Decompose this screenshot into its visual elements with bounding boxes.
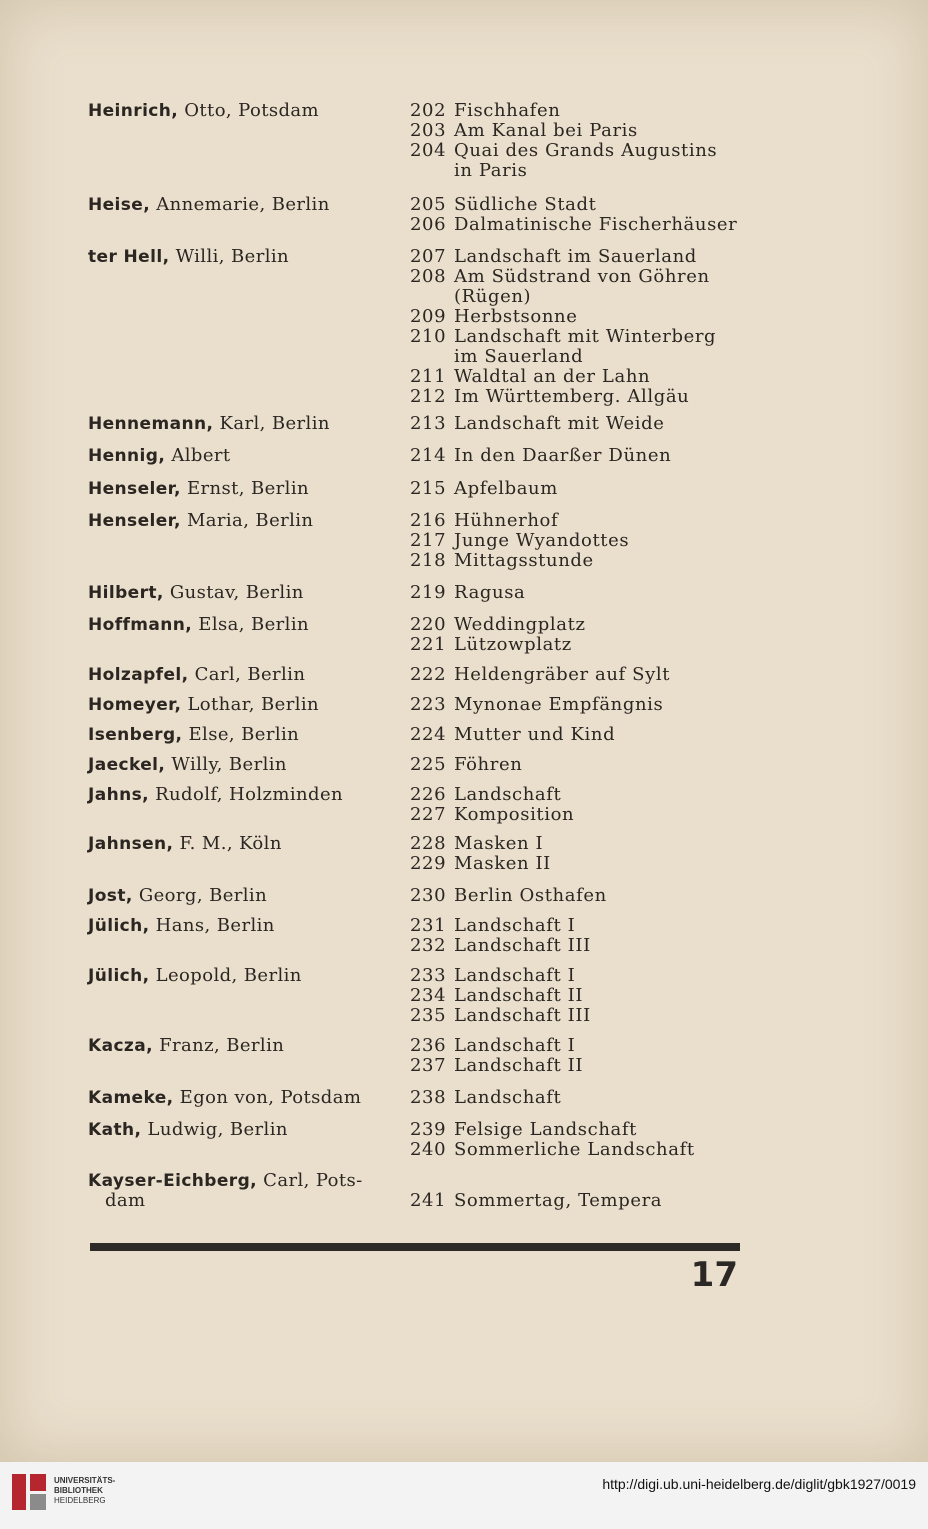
- work-title: In den Daarßer Dünen: [454, 445, 672, 466]
- work-title: Herbstsonne: [454, 306, 578, 327]
- work-title: Landschaft mit Winterberg: [454, 326, 717, 347]
- library-line-1: UNIVERSITÄTS-: [54, 1476, 116, 1485]
- work-number: 227: [410, 804, 447, 825]
- artist-details: Willy, Berlin: [171, 754, 287, 775]
- work-title: Weddingplatz: [454, 614, 586, 635]
- artist-name: [88, 511, 408, 531]
- works-list: [410, 916, 790, 956]
- artist-surname: Kameke,: [88, 1088, 174, 1108]
- work-number: 237: [410, 1055, 447, 1076]
- works-list: [410, 1036, 790, 1076]
- work-number: 232: [410, 935, 447, 956]
- works-list: [410, 665, 790, 685]
- work-title: Waldtal an der Lahn: [454, 366, 651, 387]
- work-title: Junge Wyandottes: [454, 530, 630, 551]
- work-number: 240: [410, 1139, 447, 1160]
- work-title: Sommertag, Tempera: [454, 1190, 663, 1211]
- work-item: [410, 1191, 790, 1211]
- work-item: [410, 267, 790, 287]
- works-list: [410, 101, 790, 181]
- work-item: [410, 755, 790, 775]
- works-list: [410, 414, 790, 434]
- work-title: Felsige Landschaft: [454, 1119, 637, 1140]
- work-item: [410, 121, 790, 141]
- work-title: Mynonae Empfängnis: [454, 694, 664, 715]
- work-number: 205: [410, 194, 447, 215]
- work-title: Landschaft mit Weide: [454, 413, 665, 434]
- work-title: Am Südstrand von Göhren: [454, 266, 710, 287]
- works-list: [410, 479, 790, 499]
- work-number: 219: [410, 582, 447, 603]
- works-list: [410, 247, 790, 407]
- work-item: [410, 387, 790, 407]
- work-title: Landschaft II: [454, 985, 584, 1006]
- works-list: [410, 511, 790, 571]
- work-title: Berlin Osthafen: [454, 885, 607, 906]
- artist-details: F. M., Köln: [179, 833, 282, 854]
- work-number: 212: [410, 386, 447, 407]
- work-item: [410, 635, 790, 655]
- work-item: [410, 101, 790, 121]
- artist-name: [88, 583, 408, 603]
- work-number: 214: [410, 445, 447, 466]
- artist-name: [88, 1088, 408, 1108]
- works-list: [410, 1120, 790, 1160]
- artist-surname: Kath,: [88, 1120, 142, 1140]
- artist-name: [88, 615, 408, 635]
- work-number: 231: [410, 915, 447, 936]
- work-number: 207: [410, 246, 447, 267]
- work-number: 228: [410, 833, 447, 854]
- artist-surname: Isenberg,: [88, 725, 183, 745]
- artist-details: Else, Berlin: [188, 724, 300, 745]
- work-item: [410, 1088, 790, 1108]
- artist-surname: Jost,: [88, 886, 133, 906]
- artist-name: [88, 785, 408, 805]
- work-title: Landschaft III: [454, 935, 591, 956]
- work-item: [410, 511, 790, 531]
- work-title: Heldengräber auf Sylt: [454, 664, 671, 685]
- work-title: Föhren: [454, 754, 523, 775]
- work-number: 202: [410, 100, 447, 121]
- artist-surname: Jülich,: [88, 966, 150, 986]
- artist-details: Elsa, Berlin: [198, 614, 309, 635]
- work-item: [410, 327, 790, 347]
- work-item: [410, 1120, 790, 1140]
- artist-name: [88, 479, 408, 499]
- works-list: [410, 446, 790, 466]
- artist-name: [88, 755, 408, 775]
- page-number: 17: [690, 1255, 738, 1295]
- work-title: Lützowplatz: [454, 634, 572, 655]
- work-title: Landschaft II: [454, 1055, 584, 1076]
- work-title: Landschaft I: [454, 965, 576, 986]
- artist-surname: Heinrich,: [88, 101, 179, 121]
- artist-details-continued: dam: [105, 1190, 146, 1211]
- work-number: 213: [410, 413, 447, 434]
- work-item: [410, 665, 790, 685]
- artist-name: [88, 966, 408, 986]
- artist-surname: Hilbert,: [88, 583, 164, 603]
- work-title: Südliche Stadt: [454, 194, 597, 215]
- artist-name: [88, 725, 408, 745]
- works-list: [410, 1088, 790, 1108]
- work-number: 220: [410, 614, 447, 635]
- artist-details: Carl, Berlin: [194, 664, 306, 685]
- artist-surname: Holzapfel,: [88, 665, 189, 685]
- work-number: 208: [410, 266, 447, 287]
- artist-surname: Hoffmann,: [88, 615, 193, 635]
- artist-surname: Henseler,: [88, 511, 181, 531]
- work-title: Landschaft I: [454, 1035, 576, 1056]
- work-item: [410, 615, 790, 635]
- works-list: [410, 966, 790, 1026]
- work-number: 241: [410, 1190, 447, 1211]
- footer-bar: [0, 1462, 928, 1529]
- work-title: Mutter und Kind: [454, 724, 616, 745]
- work-item: [410, 986, 790, 1006]
- work-number: 222: [410, 664, 447, 685]
- work-item: [410, 367, 790, 387]
- artist-surname: Jahnsen,: [88, 834, 174, 854]
- work-title: Quai des Grands Augustins: [454, 140, 718, 161]
- artist-surname: ter Hell,: [88, 247, 170, 267]
- work-title: Landschaft: [454, 1087, 562, 1108]
- work-title: Fischhafen: [454, 100, 561, 121]
- artist-surname: Heise,: [88, 195, 151, 215]
- works-list: [410, 1191, 790, 1211]
- work-number: 215: [410, 478, 447, 499]
- work-item: [410, 307, 790, 327]
- work-title-continuation: (Rügen): [454, 286, 532, 307]
- work-item: [410, 834, 790, 854]
- work-title: Komposition: [454, 804, 575, 825]
- artist-surname: Henseler,: [88, 479, 181, 499]
- work-title: Landschaft I: [454, 915, 576, 936]
- artist-surname: Jahns,: [88, 785, 149, 805]
- work-title: Im Württemberg. Allgäu: [454, 386, 690, 407]
- work-item: [410, 1036, 790, 1056]
- artist-details: Gustav, Berlin: [169, 582, 304, 603]
- works-list: [410, 785, 790, 825]
- work-item: [410, 936, 790, 956]
- library-logo-icon: [10, 1472, 48, 1512]
- work-item: [410, 247, 790, 267]
- work-item: [410, 414, 790, 434]
- work-number: 216: [410, 510, 447, 531]
- work-item: [410, 1006, 790, 1026]
- library-line-3: HEIDELBERG: [54, 1496, 106, 1505]
- work-number: 233: [410, 965, 447, 986]
- work-number: 210: [410, 326, 447, 347]
- work-item: [410, 725, 790, 745]
- works-list: [410, 615, 790, 655]
- work-title-continuation: im Sauerland: [454, 346, 584, 367]
- work-title: Masken I: [454, 833, 544, 854]
- work-title-continued: [410, 287, 790, 307]
- work-item: [410, 916, 790, 936]
- work-item: [410, 805, 790, 825]
- works-list: [410, 583, 790, 603]
- artist-details: Carl, Pots-: [263, 1170, 363, 1191]
- work-title-continued: [410, 347, 790, 367]
- works-list: [410, 755, 790, 775]
- work-number: 230: [410, 885, 447, 906]
- works-list: [410, 195, 790, 235]
- artist-name: [88, 1036, 408, 1056]
- work-item: [410, 531, 790, 551]
- source-url-link[interactable]: http://digi.ub.uni-heidelberg.de/diglit/gbk1927/0019: [602, 1476, 916, 1492]
- work-title: Am Kanal bei Paris: [454, 120, 638, 141]
- work-number: 221: [410, 634, 447, 655]
- artist-details: Maria, Berlin: [186, 510, 314, 531]
- work-item: [410, 1056, 790, 1076]
- work-title: Landschaft: [454, 784, 562, 805]
- work-item: [410, 583, 790, 603]
- artist-surname: Kayser-Eichberg,: [88, 1171, 258, 1191]
- artist-name: [88, 834, 408, 854]
- works-list: [410, 725, 790, 745]
- work-number: 234: [410, 985, 447, 1006]
- work-number: 235: [410, 1005, 447, 1026]
- work-title: Apfelbaum: [454, 478, 558, 499]
- work-number: 203: [410, 120, 447, 141]
- work-number: 236: [410, 1035, 447, 1056]
- artist-details: Annemarie, Berlin: [156, 194, 330, 215]
- artist-name: [88, 916, 408, 936]
- artist-name: [88, 665, 408, 685]
- artist-details: Rudolf, Holzminden: [155, 784, 343, 805]
- work-number: 225: [410, 754, 447, 775]
- artist-surname: Kacza,: [88, 1036, 153, 1056]
- work-number: 226: [410, 784, 447, 805]
- artist-details: Ernst, Berlin: [186, 478, 309, 499]
- work-title-continued: [410, 161, 790, 181]
- artist-name: [88, 1120, 408, 1140]
- work-number: 239: [410, 1119, 447, 1140]
- work-item: [410, 785, 790, 805]
- artist-name: [88, 101, 408, 121]
- artist-details: Ludwig, Berlin: [147, 1119, 288, 1140]
- artist-details: Franz, Berlin: [159, 1035, 285, 1056]
- works-list: [410, 886, 790, 906]
- work-item: [410, 966, 790, 986]
- artist-surname: Jaeckel,: [88, 755, 166, 775]
- work-number: 209: [410, 306, 447, 327]
- artist-name: [88, 1170, 408, 1211]
- artist-details: Karl, Berlin: [219, 413, 330, 434]
- work-number: 229: [410, 853, 447, 874]
- work-item: [410, 551, 790, 571]
- artist-details: Otto, Potsdam: [184, 100, 319, 121]
- work-title: Masken II: [454, 853, 551, 874]
- work-item: [410, 215, 790, 235]
- work-number: 218: [410, 550, 447, 571]
- artist-name: [88, 886, 408, 906]
- work-number: 224: [410, 724, 447, 745]
- works-list: [410, 834, 790, 874]
- works-list: [410, 695, 790, 715]
- work-number: 223: [410, 694, 447, 715]
- work-title: Ragusa: [454, 582, 526, 603]
- artist-details: Egon von, Potsdam: [179, 1087, 362, 1108]
- work-number: 204: [410, 140, 447, 161]
- library-name: [54, 1476, 115, 1506]
- work-title: Sommerliche Landschaft: [454, 1139, 695, 1160]
- work-item: [410, 886, 790, 906]
- work-title: Landschaft im Sauerland: [454, 246, 697, 267]
- work-number: 238: [410, 1087, 447, 1108]
- artist-surname: Jülich,: [88, 916, 150, 936]
- artist-surname: Hennemann,: [88, 414, 214, 434]
- work-number: 217: [410, 530, 447, 551]
- artist-details: Leopold, Berlin: [155, 965, 302, 986]
- artist-name: [88, 195, 408, 215]
- work-number: 206: [410, 214, 447, 235]
- work-item: [410, 195, 790, 215]
- artist-details: Hans, Berlin: [155, 915, 275, 936]
- work-item: [410, 446, 790, 466]
- page-rule: [90, 1243, 740, 1251]
- artist-details: Lothar, Berlin: [187, 694, 320, 715]
- artist-name: [88, 414, 408, 434]
- work-title: Hühnerhof: [454, 510, 559, 531]
- work-item: [410, 854, 790, 874]
- work-title-continuation: in Paris: [454, 160, 528, 181]
- artist-name: [88, 446, 408, 466]
- artist-surname: Hennig,: [88, 446, 166, 466]
- artist-name: [88, 247, 408, 267]
- artist-name: [88, 695, 408, 715]
- artist-surname: Homeyer,: [88, 695, 182, 715]
- artist-details: Willi, Berlin: [175, 246, 290, 267]
- work-item: [410, 141, 790, 161]
- work-title: Landschaft III: [454, 1005, 591, 1026]
- work-number: 211: [410, 366, 447, 387]
- work-title: Dalmatinische Fischerhäuser: [454, 214, 738, 235]
- work-item: [410, 479, 790, 499]
- work-item: [410, 1140, 790, 1160]
- work-title: Mittagsstunde: [454, 550, 594, 571]
- work-item: [410, 695, 790, 715]
- library-line-2: BIBLIOTHEK: [54, 1486, 103, 1495]
- artist-details: Georg, Berlin: [138, 885, 268, 906]
- artist-details: Albert: [171, 445, 231, 466]
